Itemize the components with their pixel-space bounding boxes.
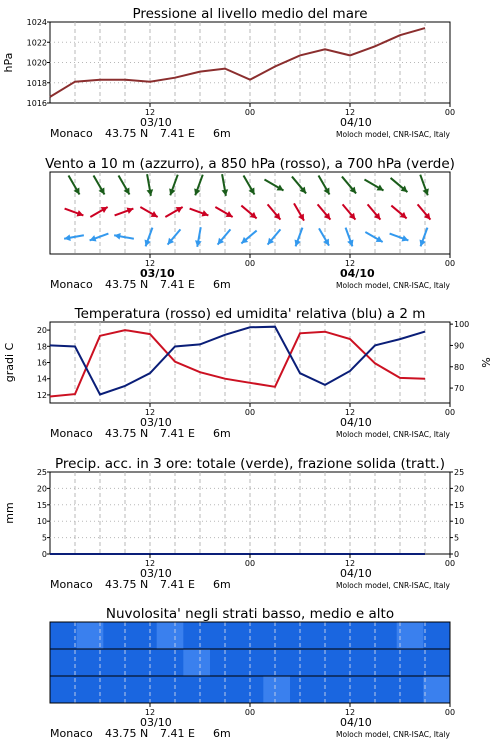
- panel-title: Nuvolosita' negli strati basso, medio e alto: [105, 606, 395, 622]
- wind-arrow-10m: [114, 233, 134, 240]
- date-label: 04/10: [340, 116, 372, 129]
- wind-arrow-850hPa: [165, 207, 182, 217]
- panel-title: Precip. acc. in 3 ore: totale (verde), frazione solida (tratt.): [55, 456, 445, 472]
- cloud-cell: [157, 622, 184, 649]
- wind-arrow-850hPa: [343, 204, 356, 219]
- panel-title: Pressione al livello medio del mare: [132, 6, 368, 22]
- y-tick-label: 12: [36, 390, 47, 400]
- cloud-cell: [397, 676, 424, 703]
- date-label: 03/10: [140, 267, 175, 280]
- wind-arrow-700hPa: [94, 175, 105, 194]
- y-tick-label: 1024: [26, 18, 47, 27]
- wind-arrow-850hPa: [391, 206, 406, 219]
- x-tick-label: 00: [444, 559, 456, 568]
- wind-arrow-10m: [195, 227, 202, 247]
- y-right-tick-label: 80: [454, 362, 465, 372]
- cloud-cell: [130, 622, 157, 649]
- cloud-cell: [370, 649, 397, 676]
- wind-arrow-700hPa: [264, 180, 283, 191]
- cloud-cell: [183, 622, 210, 649]
- cloud-cell: [210, 676, 237, 703]
- y-tick-label: 15: [36, 500, 47, 510]
- y-right-tick-label: 100: [454, 320, 470, 330]
- cloud-cell: [130, 649, 157, 676]
- footer-location: Monaco: [50, 278, 93, 291]
- wind-arrow-10m: [64, 234, 84, 241]
- wind-arrow-10m: [145, 228, 153, 247]
- footer-source: Moloch model, CNR-ISAC, Italy: [336, 581, 450, 590]
- footer-lon: 7.41 E: [160, 578, 195, 591]
- footer-lon: 7.41 E: [160, 278, 195, 291]
- date-label: 03/10: [140, 116, 172, 129]
- y-right-tick-label: 25: [454, 468, 465, 477]
- panel-title: Vento a 10 m (azzurro), a 850 hPa (rosso), a 700 hPa (verde): [45, 156, 455, 172]
- cloud-cell: [50, 649, 77, 676]
- cloud-cell: [370, 622, 397, 649]
- cloud-cell: [263, 649, 290, 676]
- y-tick-label: 1020: [26, 58, 47, 68]
- y-tick-label: 14: [36, 374, 47, 384]
- footer-lat: 43.75 N: [105, 578, 149, 591]
- footer-location: Monaco: [50, 578, 93, 591]
- y-tick-label: 20: [36, 484, 47, 494]
- wind-arrow-700hPa: [194, 175, 203, 196]
- footer-source: Moloch model, CNR-ISAC, Italy: [336, 430, 450, 439]
- panel-2: [45, 156, 455, 291]
- cloud-cell: [423, 649, 450, 676]
- footer-lat: 43.75 N: [105, 727, 149, 740]
- cloud-cell: [210, 622, 237, 649]
- x-tick-label: 12: [344, 708, 356, 717]
- y-right-tick-label: 15: [454, 500, 465, 510]
- cloud-cell: [183, 676, 210, 703]
- cloud-cell: [343, 649, 370, 676]
- x-tick-label: 00: [444, 108, 456, 117]
- cloud-cell: [317, 649, 344, 676]
- cloud-cell: [317, 622, 344, 649]
- humidity-line: [50, 327, 425, 395]
- footer-location: Monaco: [50, 127, 93, 140]
- cloud-cell: [343, 676, 370, 703]
- date-label: 04/10: [340, 416, 372, 429]
- date-label: 04/10: [340, 716, 372, 729]
- wind-arrow-850hPa: [90, 207, 107, 217]
- cloud-cell: [317, 676, 344, 703]
- cloud-cell: [263, 676, 290, 703]
- x-tick-label: 12: [344, 559, 356, 568]
- cloud-cell: [343, 622, 370, 649]
- wind-arrow-10m: [241, 231, 256, 244]
- footer-lon: 7.41 E: [160, 427, 195, 440]
- footer-elev: 6m: [213, 427, 231, 440]
- wind-arrow-10m: [319, 228, 329, 245]
- x-tick-label: 00: [444, 408, 456, 417]
- wind-arrow-700hPa: [69, 175, 80, 194]
- cloud-cell: [423, 676, 450, 703]
- y-tick-label: 18: [36, 342, 47, 352]
- footer-lon: 7.41 E: [160, 127, 195, 140]
- y-axis-label: mm: [3, 502, 16, 524]
- x-tick-label: 12: [344, 259, 356, 268]
- cloud-cell: [103, 649, 130, 676]
- wind-arrow-700hPa: [420, 175, 429, 196]
- date-label: 03/10: [140, 567, 172, 580]
- y-right-tick-label: 90: [454, 341, 465, 351]
- wind-arrow-700hPa: [119, 175, 130, 194]
- x-tick-label: 00: [244, 559, 256, 568]
- cloud-cell: [103, 676, 130, 703]
- wind-arrow-700hPa: [147, 174, 154, 196]
- wind-arrow-850hPa: [140, 207, 157, 217]
- footer-source: Moloch model, CNR-ISAC, Italy: [336, 130, 450, 139]
- wind-arrow-10m: [390, 234, 409, 242]
- footer-source: Moloch model, CNR-ISAC, Italy: [336, 281, 450, 290]
- wind-arrow-850hPa: [294, 203, 304, 220]
- panel-1: [2, 6, 455, 140]
- panel-title: Temperatura (rosso) ed umidita' relativa (blu) a 2 m: [74, 306, 426, 322]
- x-tick-label: 12: [144, 408, 156, 417]
- footer-elev: 6m: [213, 278, 231, 291]
- cloud-cell: [157, 649, 184, 676]
- y-tick-label: 0: [41, 550, 47, 559]
- footer-elev: 6m: [213, 578, 231, 591]
- y-tick-label: 16: [36, 358, 47, 368]
- cloud-cell: [103, 622, 130, 649]
- y-tick-label: 1022: [26, 38, 47, 48]
- x-tick-label: 12: [144, 559, 156, 568]
- cloud-cell: [210, 649, 237, 676]
- panel-4: [3, 456, 464, 591]
- wind-arrow-700hPa: [222, 174, 229, 196]
- wind-arrow-10m: [268, 229, 281, 244]
- wind-arrow-10m: [295, 228, 303, 247]
- wind-arrow-700hPa: [292, 177, 306, 194]
- y-right-tick-label: 20: [454, 484, 465, 494]
- x-tick-label: 12: [344, 408, 356, 417]
- cloud-cell: [370, 676, 397, 703]
- date-label: 04/10: [340, 567, 372, 580]
- wind-arrow-700hPa: [244, 175, 255, 194]
- footer-source: Moloch model, CNR-ISAC, Italy: [336, 730, 450, 739]
- footer-lat: 43.75 N: [105, 127, 149, 140]
- cloud-cell: [50, 622, 77, 649]
- date-label: 03/10: [140, 716, 172, 729]
- cloud-cell: [263, 622, 290, 649]
- cloud-cell: [290, 622, 317, 649]
- x-tick-label: 00: [444, 259, 456, 268]
- wind-arrow-850hPa: [65, 209, 84, 217]
- wind-arrow-850hPa: [115, 208, 134, 216]
- wind-arrow-700hPa: [342, 177, 356, 194]
- footer-lat: 43.75 N: [105, 427, 149, 440]
- y-tick-label: 1016: [26, 99, 47, 108]
- x-tick-label: 00: [244, 408, 256, 417]
- cloud-cell: [183, 649, 210, 676]
- y-axis-label: gradi C: [3, 342, 16, 383]
- wind-arrow-850hPa: [418, 204, 431, 219]
- wind-arrow-850hPa: [318, 204, 331, 219]
- footer-location: Monaco: [50, 427, 93, 440]
- y-tick-label: 20: [36, 326, 47, 336]
- footer-lat: 43.75 N: [105, 278, 149, 291]
- cloud-cell: [290, 649, 317, 676]
- wind-arrow-850hPa: [241, 206, 256, 219]
- x-tick-label: 12: [344, 108, 356, 117]
- wind-arrow-10m: [218, 229, 231, 244]
- cloud-cell: [423, 622, 450, 649]
- footer-lon: 7.41 E: [160, 727, 195, 740]
- date-label: 03/10: [140, 416, 172, 429]
- wind-arrow-10m: [420, 228, 428, 247]
- x-tick-label: 12: [144, 259, 156, 268]
- cloud-cell: [130, 676, 157, 703]
- y-axis-label: hPa: [2, 52, 15, 73]
- footer-elev: 6m: [213, 727, 231, 740]
- cloud-cell: [290, 676, 317, 703]
- x-tick-label: 00: [244, 108, 256, 117]
- y-tick-label: 1018: [26, 78, 47, 88]
- wind-arrow-10m: [365, 232, 382, 242]
- cloud-cell: [397, 649, 424, 676]
- date-label: 04/10: [340, 267, 375, 280]
- y-tick-label: 5: [41, 533, 47, 543]
- cloud-cell: [157, 676, 184, 703]
- plot-frame: [50, 472, 450, 554]
- wind-arrow-700hPa: [319, 175, 330, 194]
- x-tick-label: 00: [244, 259, 256, 268]
- cloud-cell: [397, 622, 424, 649]
- y-tick-label: 10: [36, 517, 47, 527]
- wind-arrow-700hPa: [169, 175, 178, 196]
- wind-arrow-850hPa: [368, 204, 381, 219]
- x-tick-label: 00: [444, 708, 456, 717]
- y-right-tick-label: 70: [454, 384, 465, 394]
- footer-elev: 6m: [213, 127, 231, 140]
- wind-arrow-850hPa: [190, 209, 209, 217]
- wind-arrow-700hPa: [391, 178, 408, 192]
- cloud-cell: [50, 676, 77, 703]
- temperature-line: [50, 330, 425, 396]
- y-right-axis-label: %: [480, 357, 493, 368]
- footer-location: Monaco: [50, 727, 93, 740]
- wind-arrow-700hPa: [364, 180, 383, 191]
- x-tick-label: 12: [144, 708, 156, 717]
- wind-arrow-10m: [90, 234, 109, 242]
- x-tick-label: 00: [244, 708, 256, 717]
- y-right-tick-label: 10: [454, 517, 465, 527]
- y-right-tick-label: 0: [454, 550, 460, 559]
- y-right-tick-label: 5: [454, 533, 460, 543]
- panel-5: [50, 606, 455, 740]
- y-tick-label: 25: [36, 468, 47, 477]
- wind-arrow-850hPa: [268, 204, 281, 219]
- panel-3: [3, 306, 493, 440]
- wind-arrow-850hPa: [215, 207, 232, 217]
- wind-arrow-10m: [168, 229, 181, 244]
- x-tick-label: 12: [144, 108, 156, 117]
